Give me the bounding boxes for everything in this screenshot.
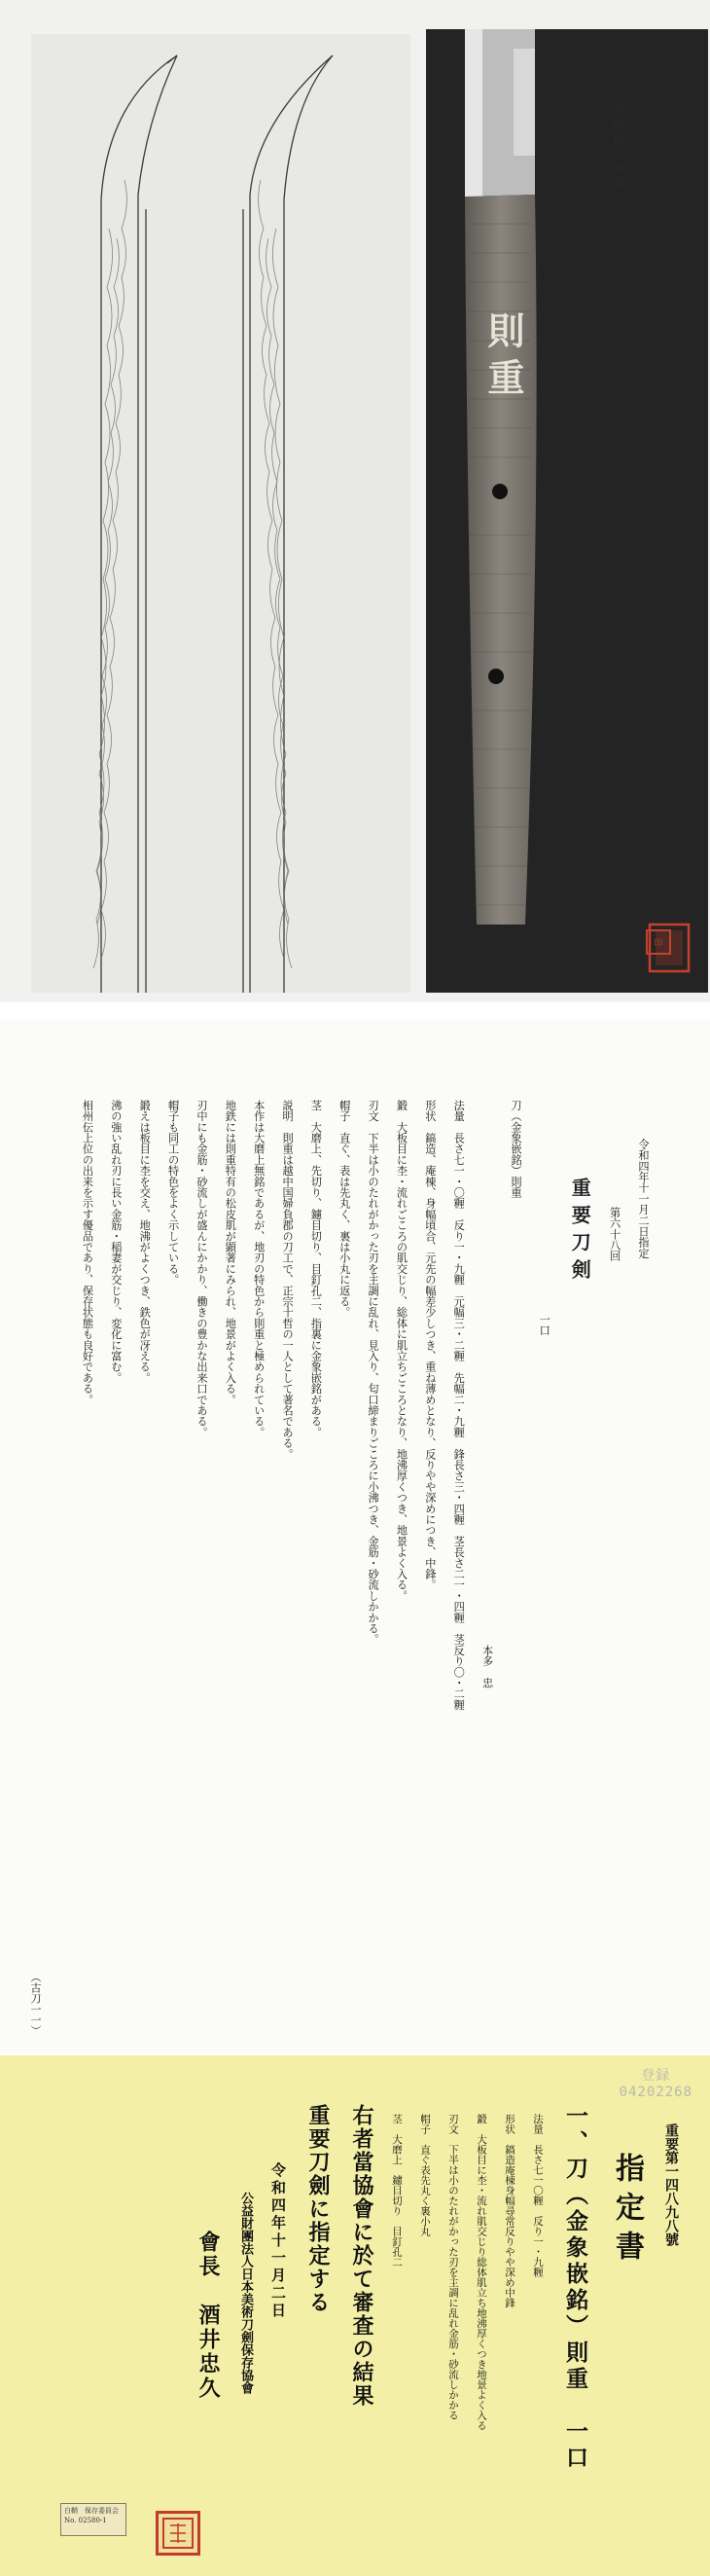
- page-number: （古刀一一）: [29, 1972, 42, 2036]
- resolution-text: 右者當協會に於て審査の結果: [349, 2104, 373, 2408]
- certificate-page: [0, 2055, 710, 2576]
- text-column: 刃文 下半は小のたれがかった刃を主調に乱れ、見入り、匂口締まりごころに小沸つき、金筋・砂流しかかる。: [367, 1100, 380, 1645]
- text-column: 沸の強い乱れ刃に長い金筋・稲妻が交じり、変化に富む。: [109, 1100, 123, 1384]
- storage-stamp: [60, 2503, 126, 2536]
- text-column: 本作は大磨上無銘であるが、地刃の特色から則重と極められている。: [252, 1100, 266, 1438]
- document-title: 重要刀剣: [568, 1178, 592, 1287]
- item-name: 刀（金象嵌銘）則重: [509, 1100, 522, 1198]
- certificate-number: 重要第一四八九八號: [663, 2123, 679, 2246]
- organization-name: 公益財團法人日本美術刀劍保存協會: [238, 2192, 253, 2394]
- gold-inlay-signature: 則重: [481, 311, 525, 405]
- certificate-body: [193, 2094, 681, 2472]
- owner-name: 本多 忠: [480, 1645, 494, 1688]
- item-line: 一、刀（金象嵌銘）則重 一口: [562, 2104, 587, 2472]
- explanation-body: [79, 1100, 652, 2005]
- text-column: 相州伝上位の出来を示す優品であり、保存状態も良好である。: [81, 1100, 94, 1405]
- blade-rubbing-figure: [31, 34, 410, 993]
- text-column: 帽子 直ぐ、表は先丸く、裏は小丸に返る。: [337, 1100, 351, 1318]
- official-seal: [156, 2511, 200, 2556]
- text-column: 形状 鎬造、庵棟、身幅頃合、元先の幅差少しつき、重ね薄めとなり、反りやや深めにつき、中鋒。: [423, 1100, 437, 1590]
- text-column: 地鉄には則重特有の松皮肌が顕著にみられ、地景がよく入る。: [224, 1100, 237, 1405]
- detail-line: 形状 鎬造庵棟身幅尋常反りやや深め中鋒: [504, 2114, 515, 2308]
- president-name: 會長 酒井忠久: [195, 2231, 220, 2401]
- text-column: 刃中にも金筋・砂流しが盛んにかかり、働きの豊かな出来口である。: [195, 1100, 208, 1438]
- text-column: 鍛えは板目に杢を交え、地沸がよくつき、鉄色が冴える。: [138, 1100, 152, 1384]
- corner-label: 登録: [641, 2068, 671, 2084]
- detail-line: 茎 大磨上 鑢目切り 目釘孔二: [391, 2114, 403, 2268]
- stamp-label: 白鞘 保存委員会: [64, 2507, 119, 2515]
- text-column: 茎 大磨上、先切り、鑢目切り、目釘孔二、指裏に金象嵌銘がある。: [309, 1100, 323, 1438]
- page1-caption: 刀（金象嵌銘）則重: [611, 60, 625, 192]
- designation-date: 令和四年十一月二日指定: [637, 1139, 650, 1259]
- oshigata-page: [0, 0, 710, 1002]
- corner-number: 04202268: [619, 2085, 692, 2100]
- certificate-heading: 指定書: [610, 2153, 644, 2269]
- detail-line: 法量 長さ七一〇糎 反り一・九糎: [532, 2114, 544, 2277]
- stamp-number: No. 02580-1: [64, 2516, 107, 2524]
- designation-text: 重要刀劍に指定する: [305, 2104, 330, 2314]
- item-count: 一口: [538, 1314, 551, 1336]
- text-column: 説明 則重は越中国婦負郡の刀工で、正宗十哲の一人として著名である。: [281, 1100, 295, 1460]
- text-column: 鍛 大板目に杢・流れごころの肌交じり、総体に肌立ちごころとなり、地沸厚くつき、地景よく入る。: [395, 1100, 408, 1602]
- text-column: 法量 長さ七一・〇糎 反り一・九糎 元幅三・二糎 先幅二・九糎 鋒長さ三・四糎 茎長さ二一・四糎 茎反り〇・二糎: [452, 1100, 466, 1711]
- detail-line: 刃文 下半は小のたれがかった刃を主調に乱れ金筋・砂流しかかる: [447, 2114, 459, 2420]
- certificate-date: 令和四年十一月二日: [269, 2162, 287, 2320]
- session-number: 第六十八回: [608, 1207, 621, 1261]
- oshigata-drawing: [31, 34, 410, 993]
- tang-photograph: [426, 29, 708, 993]
- seal-icon: [160, 2516, 195, 2551]
- detail-line: 鍛 大板目に杢・流れ肌交じり総体肌立ち地沸厚くつき地景よく入る: [476, 2114, 487, 2431]
- seal-stamp: 印: [646, 929, 671, 955]
- detail-line: 帽子 直ぐ表先丸く裏小丸: [419, 2114, 431, 2236]
- tang-image: [426, 29, 708, 993]
- text-column: 帽子も同工の特色をよく示している。: [166, 1100, 180, 1286]
- explanation-page: [0, 1020, 710, 2053]
